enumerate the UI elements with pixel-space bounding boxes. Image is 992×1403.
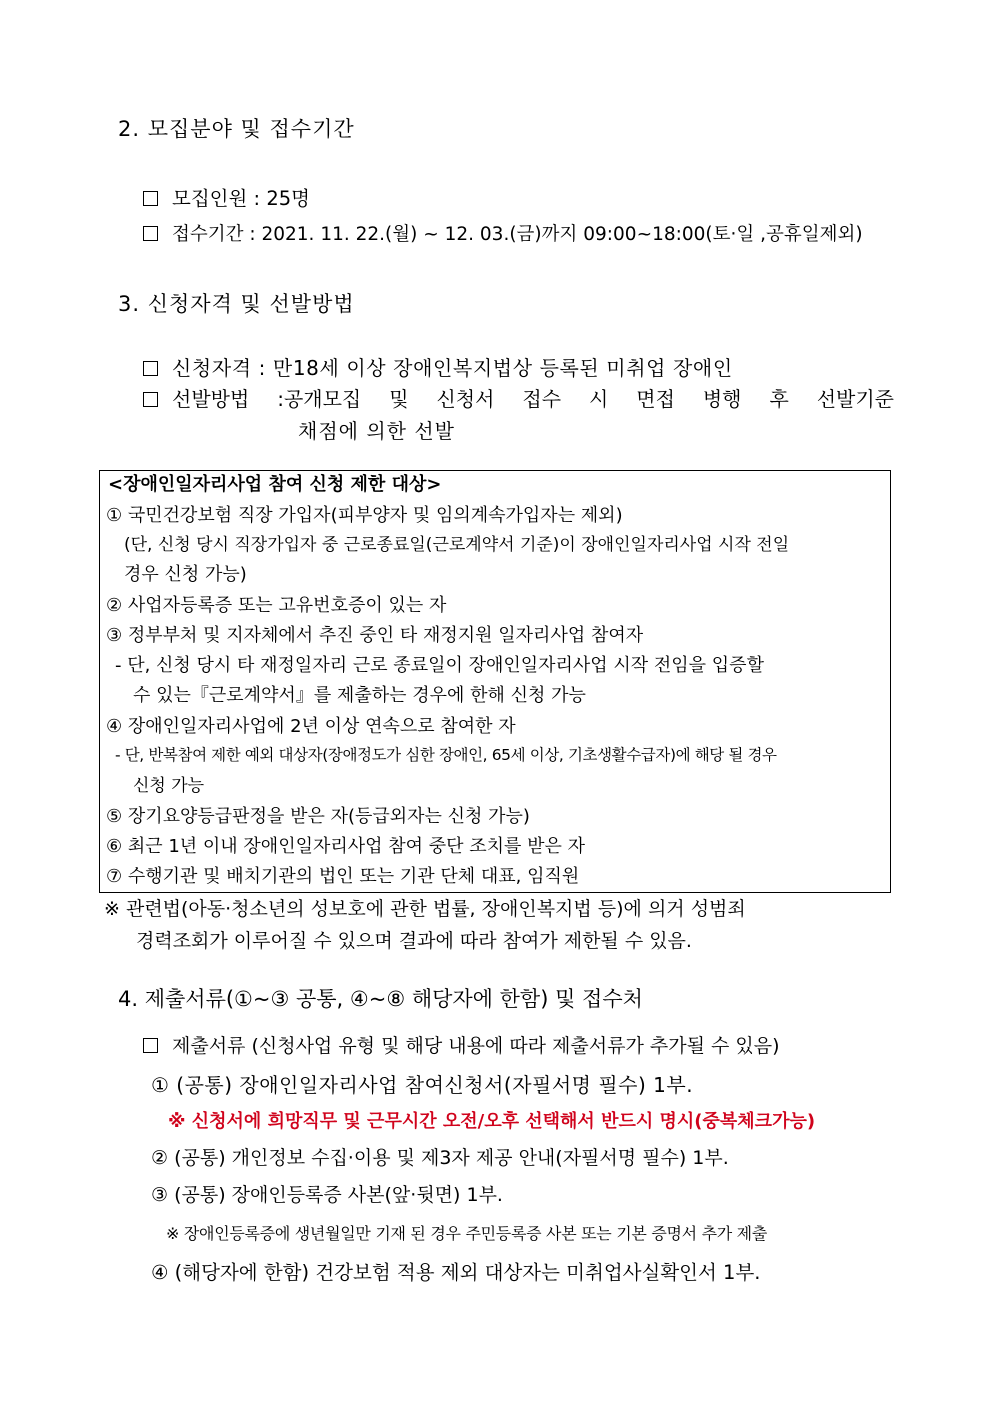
restriction-line: ⑤ 장기요양등급판정을 받은 자(등급외자는 신청 가능)	[106, 806, 530, 827]
restriction-line: - 단, 신청 당시 타 재정일자리 근로 종료일이 장애인일자리사업 시작 전임을 입증할	[115, 655, 764, 676]
checkbox-square-icon	[143, 191, 158, 206]
legal-note-line-2: 경력조회가 이루어질 수 있으며 결과에 따라 참여가 제한될 수 있음.	[136, 930, 692, 952]
checkbox-square-icon	[143, 226, 158, 241]
restriction-line: ⑥ 최근 1년 이내 장애인일자리사업 참여 중단 조치를 받은 자	[106, 836, 586, 857]
legal-note-line-1: ※ 관련법(아동·청소년의 성보호에 관한 법률, 장애인복지법 등)에 의거 성범죄	[104, 898, 746, 920]
document-item-2: ② (공통) 개인정보 수집·이용 및 제3자 제공 안내(자필서명 필수) 1부.	[151, 1147, 729, 1169]
recruit-count-text: 모집인원 : 25명	[172, 187, 310, 210]
section-4-title: 4. 제출서류(①~③ 공통, ④~⑧ 해당자에 한함) 및 접수처	[118, 987, 643, 1011]
section-2-title: 2. 모집분야 및 접수기간	[118, 117, 355, 141]
eligibility-text: 신청자격 : 만18세 이상 장애인복지법상 등록된 미취업 장애인	[172, 356, 733, 380]
application-period-item	[143, 224, 863, 246]
documents-header-text: 제출서류 (신청사업 유형 및 해당 내용에 따라 제출서류가 추가될 수 있음)	[172, 1035, 780, 1057]
document-item-1-note: ※ 신청서에 희망직무 및 근무시간 오전/오후 선택해서 반드시 명시(중복체크가능)	[168, 1111, 816, 1132]
restriction-line: ③ 정부부처 및 지자체에서 추진 중인 타 재정지원 일자리사업 참여자	[106, 625, 644, 646]
document-item-1: ① (공통) 장애인일자리사업 참여신청서(자필서명 필수) 1부.	[151, 1073, 694, 1097]
application-period-text: 접수기간 : 2021. 11. 22.(월) ~ 12. 03.(금)까지 09:00~18:00(토·일 ,공휴일제외)	[172, 224, 863, 245]
checkbox-square-icon	[143, 1038, 158, 1053]
restriction-line: (단, 신청 당시 직장가입자 중 근로종료일(근로계약서 기준)이 장애인일자리사업 시작 전일	[124, 535, 790, 555]
restriction-line: 경우 신청 가능)	[124, 564, 247, 585]
restriction-box-title: <장애인일자리사업 참여 신청 제한 대상>	[108, 474, 442, 495]
restriction-line: - 단, 반복참여 제한 예외 대상자(장애정도가 심한 장애인, 65세 이상, 기초생활수급자)에 해당 될 경우	[115, 746, 777, 764]
selection-text: 선발방법 :공개모집 및 신청서 접수 시 면접 병행 후 선발기준	[172, 387, 894, 411]
checkbox-square-icon	[143, 392, 158, 407]
document-item-3-note: ※ 장애인등록증에 생년월일만 기재 된 경우 주민등록증 사본 또는 기본 증명서 추가 제출	[166, 1224, 767, 1243]
checkbox-square-icon	[143, 361, 158, 376]
selection-text-continued: 채점에 의한 선발	[298, 419, 455, 443]
restriction-box	[99, 470, 891, 893]
documents-header-item	[143, 1035, 780, 1058]
section-3-title: 3. 신청자격 및 선발방법	[118, 292, 355, 316]
restriction-line: ④ 장애인일자리사업에 2년 이상 연속으로 참여한 자	[106, 716, 516, 737]
restriction-line: ⑦ 수행기관 및 배치기관의 법인 또는 기관 단체 대표, 임직원	[106, 866, 580, 887]
restriction-line: 신청 가능	[133, 776, 205, 796]
document-item-4: ④ (해당자에 한함) 건강보험 적용 제외 대상자는 미취업사실확인서 1부.	[151, 1261, 761, 1284]
restriction-line: ① 국민건강보험 직장 가입자(피부양자 및 임의계속가입자는 제외)	[106, 505, 623, 526]
selection-item	[143, 387, 894, 411]
recruit-count-item	[143, 187, 310, 210]
document-item-3: ③ (공통) 장애인등록증 사본(앞·뒷면) 1부.	[151, 1184, 503, 1206]
eligibility-item	[143, 356, 733, 380]
restriction-line: 수 있는『근로계약서』를 제출하는 경우에 한해 신청 가능	[133, 685, 586, 706]
restriction-line: ② 사업자등록증 또는 고유번호증이 있는 자	[106, 595, 447, 616]
